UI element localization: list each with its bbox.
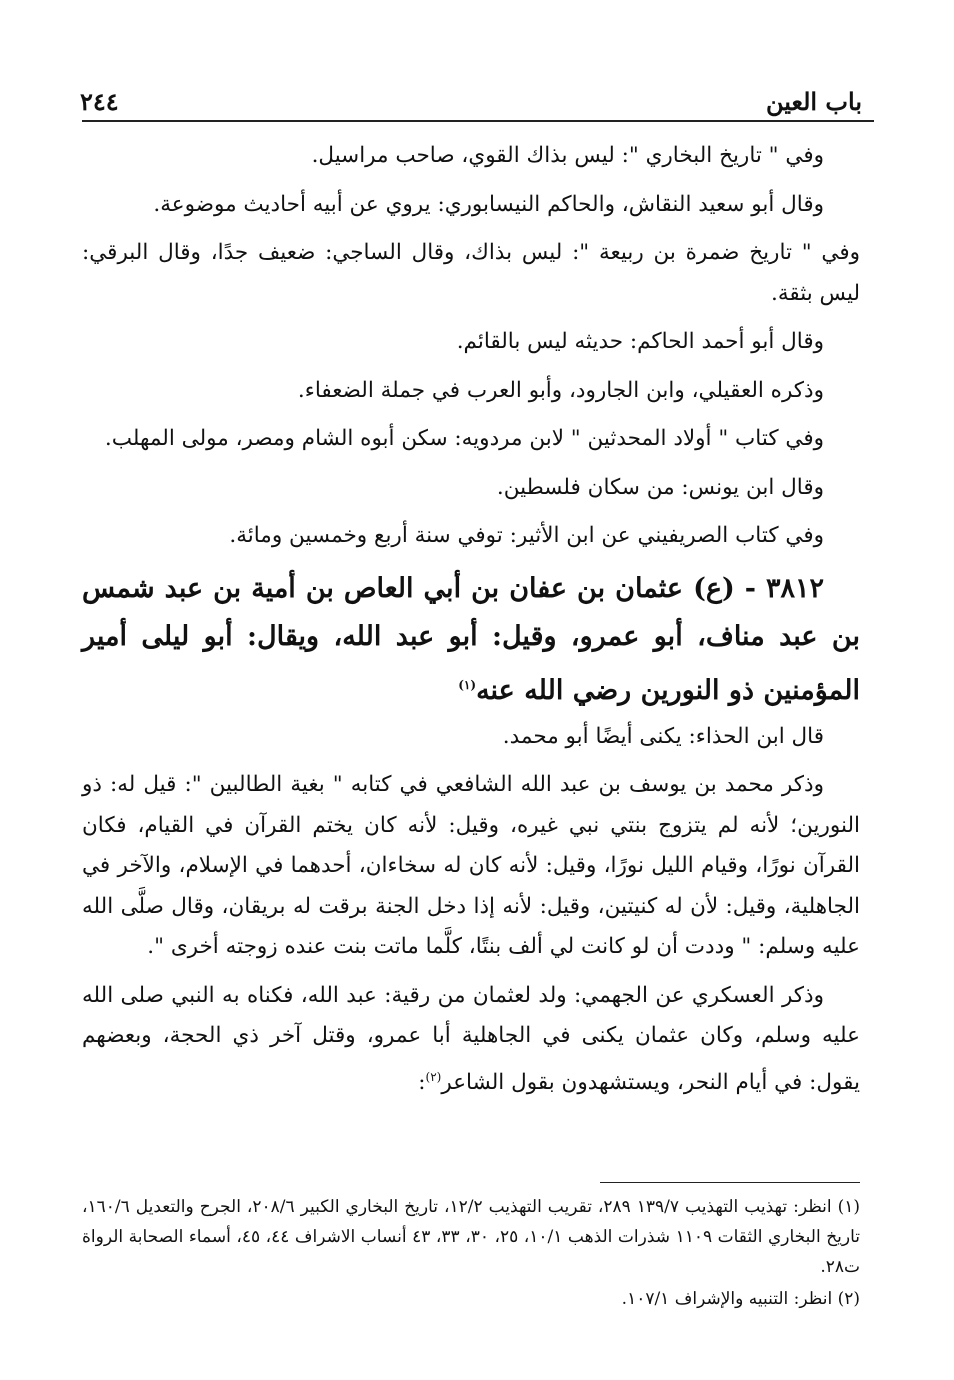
footnote: (١) انظر: تهذيب التهذيب ١٣٩/٧ ٢٨٩، تقريب التهذيب ١٢/٢، تاريخ البخاري الكبير ٢٠٨/٦، الجرح والتعديل ١٦٠/٦، تاريخ البخاري الثقات ١١٠٩ شذرات الذهب ١٠/١، ٢٥، ٣٠، ٣٣، ٤٣ أنساب الاشراف ٤٤، ٤٥، أسماء الصحابة الرواة ت٢٨. <box>82 1197 861 1277</box>
footnote: (٢) انظر: التنبيه والإشراف ١٠٧/١. <box>621 1289 860 1309</box>
paragraph: وفي " تاريخ البخاري ": ليس بذاك القوي، صاحب مراسيل. <box>311 143 824 168</box>
main-text <box>82 136 860 1111</box>
paragraph: قال ابن الحذاء: يكنى أيضًا أبو محمد. <box>502 723 824 749</box>
paragraph: وذكر محمد بن يوسف بن عبد الله الشافعي في كتابه " بغية الطالبين ": قيل له: ذو النورين؛ لأنه لم يتزوج بنتي نبي غيره، وقيل: لأنه كان يختم القرآن في القيام، فكان القرآن نورًا، وقيام الليل نورًا، وقيل: لأنه كان له سخاءان، أحدهما في الإسلام، والآخر في الجاهلية، وقيل: لأن له كنيتين، وقيل: لأنه إذا دخل الجنة برقت له بريقان، وقال صلَّى الله عليه وسلم: " وددت أن لو كانت لي ألف بنتًا، كلَّما ماتت بنت عنده زوجته أخرى ". <box>82 772 860 959</box>
paragraph: وقال أبو سعيد النقاش، والحاكم النيسابوري: يروي عن أبيه أحاديث موضوعة. <box>153 191 824 217</box>
entry-text: ٣٨١٢ - (ع) عثمان بن عفان بن أبي العاص بن أمية بن عبد شمس بن عبد مناف، أبو عمرو، وقيل: أبو عبد الله، ويقال: أبو ليلى أمير المؤمنين ذو النورين رضي الله عنه <box>82 572 860 706</box>
page-header <box>80 76 862 116</box>
header-rule <box>82 120 874 122</box>
paragraph-text: وذكر العسكري عن الجهمي: ولد لعثمان من رقية: عبد الله، فكناه به النبي صلى الله عليه وسلم، وكان عثمان يكنى في الجاهلية أبا عمرو، وقتل آخر ذي الحجة، وبعضهم يقول: في أيام النحر، ويستشهدون بقول الشاعر <box>82 982 860 1095</box>
biography-entry-heading <box>82 565 860 715</box>
paragraph: وذكره العقيلي، وابن الجارود، وأبو العرب في جملة الضعفاء. <box>297 377 824 403</box>
page-number: ٢٤٤ <box>80 87 119 116</box>
paragraph <box>82 976 860 1104</box>
footnotes <box>82 1192 860 1316</box>
footnote-ref-2[interactable]: (٢) <box>425 1069 442 1084</box>
paragraph: وفي " تاريخ ضمرة بن ربيعة ": ليس بذاك، وقال الساجي: ضعيف جدًا، وقال البرقي: ليس بثقة. <box>82 240 860 306</box>
paragraph-tail: : <box>418 1069 426 1095</box>
chapter-title: باب العين <box>765 87 862 116</box>
paragraph: وقال أبو أحمد الحاكم: حديثه ليس بالقائم. <box>456 329 824 354</box>
footnote-ref-1[interactable]: (١) <box>458 677 477 692</box>
paragraph: وقال ابن يونس: من سكان فلسطين. <box>496 474 824 500</box>
footnote-rule <box>600 1182 860 1183</box>
paragraph: وفي كتاب الصريفيني عن ابن الأثير: توفي سنة أربع وخمسين ومائة. <box>229 523 824 548</box>
paragraph: وفي كتاب " أولاد المحدثين " لابن مردويه: سكن أبوه الشام ومصر، مولى المهلب. <box>104 426 824 451</box>
